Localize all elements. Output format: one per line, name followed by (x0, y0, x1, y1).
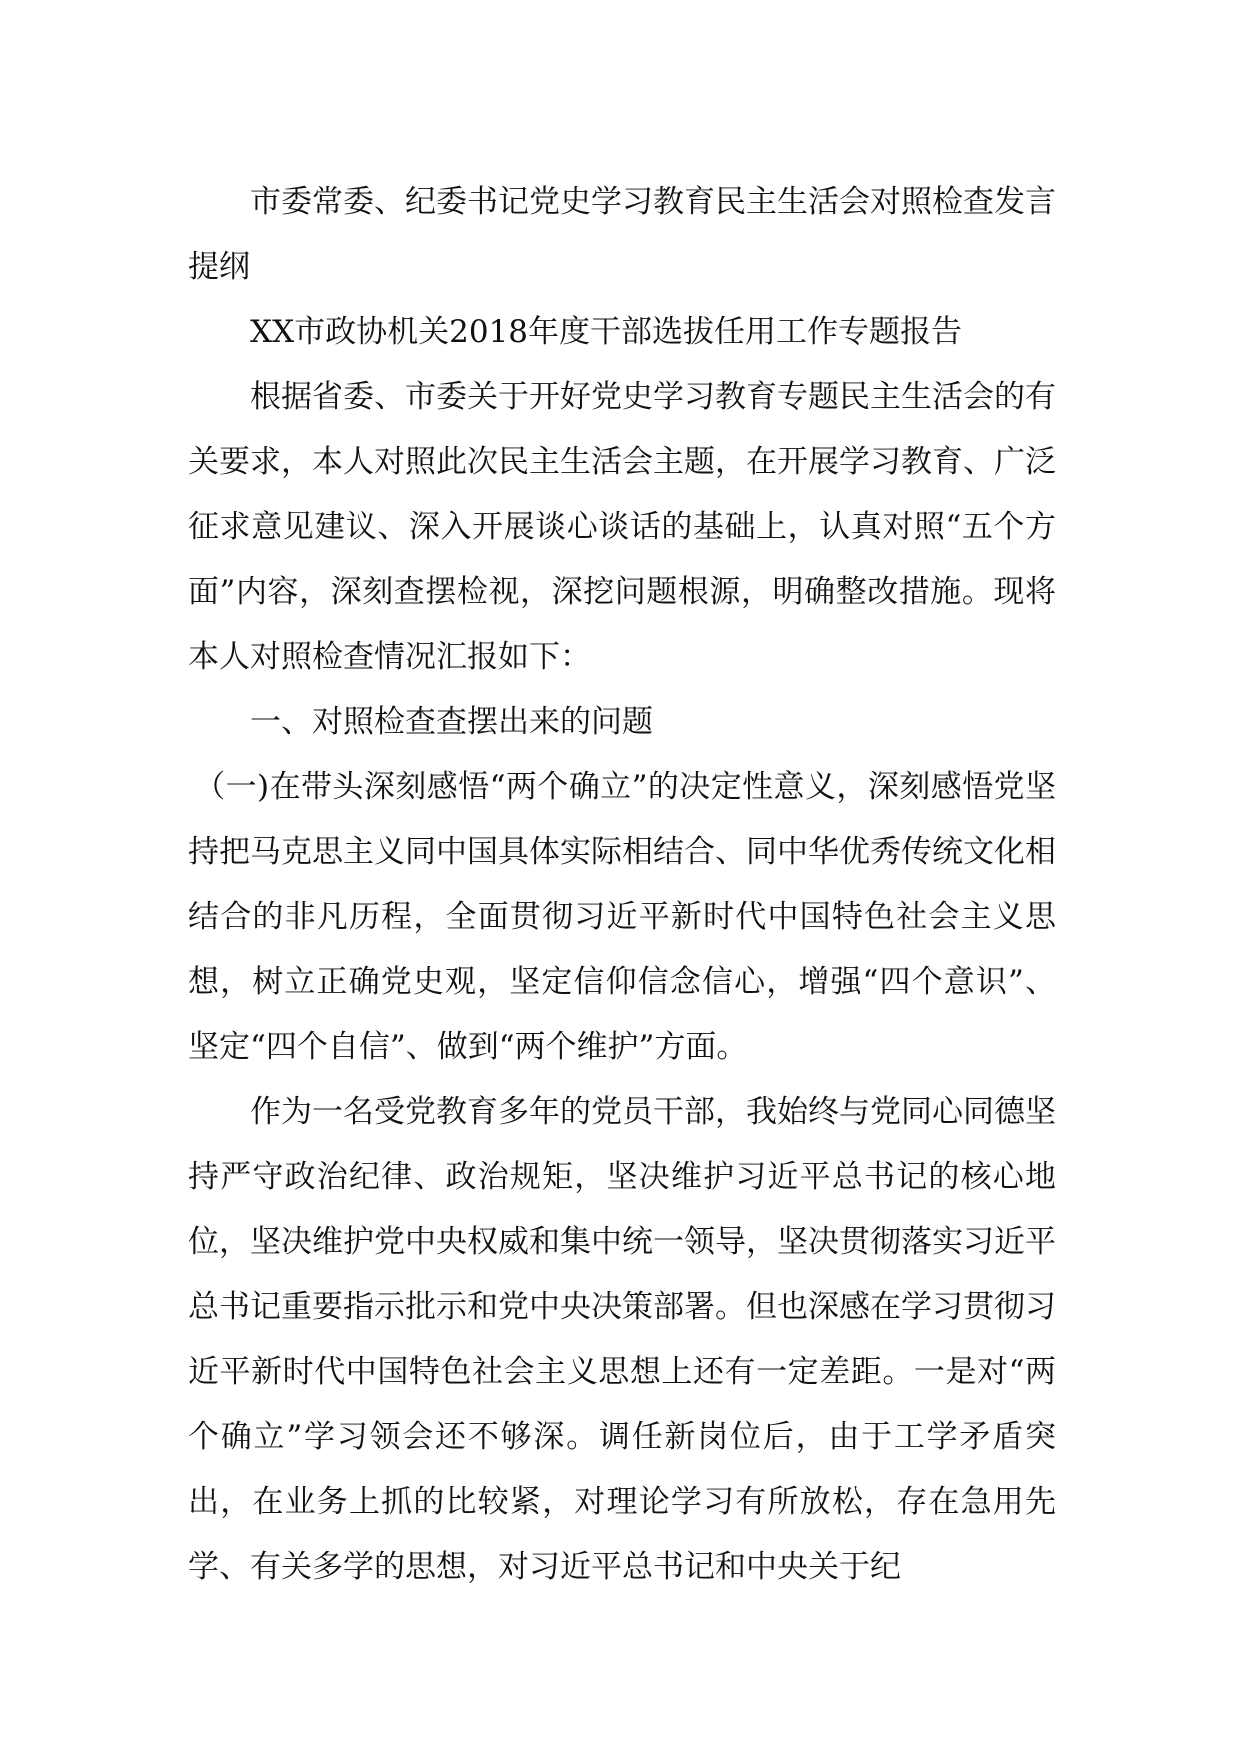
section-heading-1: 一、对照检查查摆出来的问题 (250, 704, 653, 740)
paragraph-intro: 根据省委、市委关于开好党史学习教育专题民主生活会的有关要求，本人对照此次民主生活会主题，在开展学习教育、广泛征求意见建议、深入开展谈心谈话的基础上，认真对照“五个方面”内容，深刻查摆检视，深挖问题根源，明确整改措施。现将本人对照检查情况汇报如下： (188, 379, 1056, 675)
document-body (188, 170, 1056, 1600)
document-subtitle: XX市政协机关2018年度干部选拔任用工作专题报告 (250, 314, 963, 350)
paragraph-body: 作为一名受党教育多年的党员干部，我始终与党同心同德坚持严守政治纪律、政治规矩，坚决维护习近平总书记的核心地位，坚决维护党中央权威和集中统一领导，坚决贯彻落实习近平总书记重要指示批示和党中央决策部署。但也深感在学习贯彻习近平新时代中国特色社会主义思想上还有一定差距。一是对“两个确立”学习领会还不够深。调任新岗位后，由于工学矛盾突出，在业务上抓的比较紧，对理论学习有所放松，存在急用先学、有关多学的思想，对习近平总书记和中央关于纪 (188, 1094, 1056, 1585)
document-title: 市委常委、纪委书记党史学习教育民主生活会对照检查发言提纲 (188, 184, 1056, 285)
subsection-heading-1: （一)在带头深刻感悟“两个确立”的决定性意义，深刻感悟党坚持把马克思主义同中国具体实际相结合、同中华优秀传统文化相结合的非凡历程，全面贯彻习近平新时代中国特色社会主义思想，树立正确党史观，坚定信仰信念信心，增强“四个意识”、坚定“四个自信”、做到“两个维护”方面。 (188, 769, 1056, 1065)
